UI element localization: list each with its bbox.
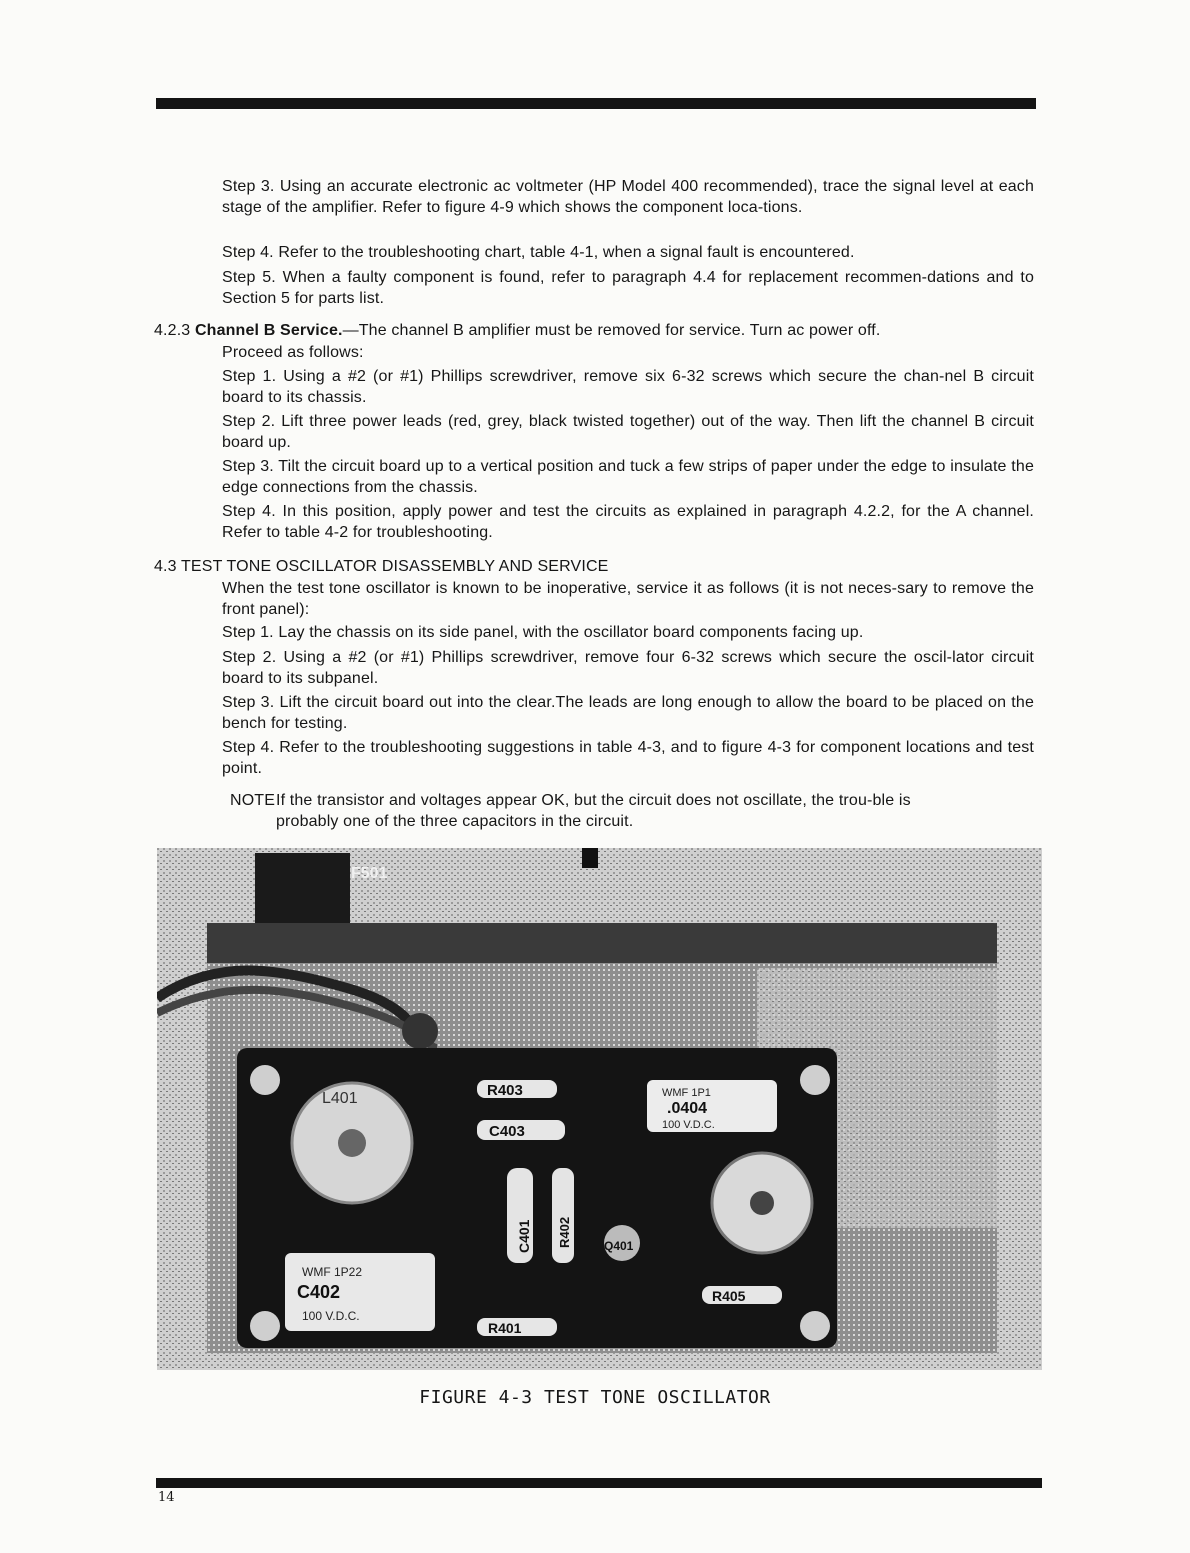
note <box>230 790 1020 832</box>
paragraph-c-step3: Step 3. Lift the circuit board out into the clear.The leads are long enough to allow the board to be placed on the bench for testing. <box>222 694 1034 732</box>
c402-rating: 100 V.D.C. <box>302 1309 360 1323</box>
fuse-label: F501 <box>351 865 388 882</box>
top-rule <box>156 98 1036 109</box>
section-4-2-3-continuation: Proceed as follows: <box>222 344 364 361</box>
c403-label: C403 <box>489 1123 525 1140</box>
section-4-3-heading: 4.3 TEST TONE OSCILLATOR DISASSEMBLY AND SERVICE <box>154 558 609 575</box>
mounting-screw <box>250 1065 280 1095</box>
page-number: 14 <box>158 1490 175 1505</box>
paragraph-c-step1: Step 1. Lay the chassis on its side panel, with the oscillator board components facing up. <box>222 624 864 641</box>
section-title: Channel B Service. <box>194 322 343 339</box>
paragraph-step3: Step 3. Using an accurate electronic ac voltmeter (HP Model 400 recommended), trace the signal level at each stage of the amplifier. Refer to figure 4-9 which shows the component loca-tions. <box>222 178 1034 216</box>
paragraph-b-step3: Step 3. Tilt the circuit board up to a vertical position and tuck a few strips of paper under the edge to insulate the edge connections from the chassis. <box>222 458 1034 496</box>
paragraph-b-step1: Step 1. Using a #2 (or #1) Phillips screwdriver, remove six 6-32 screws which secure the chan-nel B circuit board to its chassis. <box>222 368 1034 406</box>
chassis-edge <box>207 923 997 963</box>
q401-label: Q401 <box>604 1239 634 1253</box>
mounting-screw <box>250 1311 280 1341</box>
section-4-3-intro: When the test tone oscillator is known to be inoperative, service it as follows (it is not neces-sary to remove the front panel): <box>222 580 1034 618</box>
inductor-label: L401 <box>322 1090 358 1107</box>
paragraph-b-step2: Step 2. Lift three power leads (red, grey, black twisted together) out of the way. Then lift the channel B circuit board up. <box>222 413 1034 451</box>
mounting-screw <box>800 1065 830 1095</box>
r401-label: R401 <box>488 1320 522 1336</box>
r402-label: R402 <box>557 1216 572 1248</box>
oscillator-photo <box>157 848 1042 1370</box>
section-number: 4.2.3 <box>154 322 191 339</box>
c404-rating: 100 V.D.C. <box>662 1119 715 1131</box>
c401-label: C401 <box>516 1219 532 1253</box>
mounting-screw <box>800 1311 830 1341</box>
section-4-2-3-heading <box>154 320 1034 341</box>
paragraph-step4: Step 4. Refer to the troubleshooting chart, table 4-1, when a signal fault is encountered. <box>222 244 855 261</box>
paragraph-c-step2: Step 2. Using a #2 (or #1) Phillips screwdriver, remove four 6-32 screws which secure the oscil-lator circuit board to its subpanel. <box>222 649 1034 687</box>
fuse-holder <box>255 853 350 923</box>
paragraph-b-step4: Step 4. In this position, apply power and test the circuits as explained in paragraph 4.2.2, for the A channel. Refer to table 4-2 for troubleshooting. <box>222 503 1034 541</box>
paragraph-step5: Step 5. When a faulty component is found, refer to paragraph 4.4 for replacement recommen-dations and to Section 5 for parts list. <box>222 269 1034 307</box>
figure-caption: FIGURE 4-3 TEST TONE OSCILLATOR <box>419 1387 771 1408</box>
bottom-rule <box>156 1478 1042 1488</box>
paragraph-c-step4: Step 4. Refer to the troubleshooting suggestions in table 4-3, and to figure 4-3 for component locations and test point. <box>222 739 1034 777</box>
c402-brand: WMF 1P22 <box>302 1265 363 1279</box>
note-label: NOTE <box>230 792 276 809</box>
r403-label: R403 <box>487 1082 523 1099</box>
c404-label: .0404 <box>667 1100 708 1117</box>
section-lead: —The channel B amplifier must be removed for service. Turn ac power off. <box>342 322 881 339</box>
note-text: If the transistor and voltages appear OK, but the circuit does not oscillate, the trou-ble is probably one of the three capacitors in the circuit. <box>276 792 911 830</box>
r405-label: R405 <box>712 1288 746 1304</box>
c402-label: C402 <box>297 1282 341 1302</box>
c404-brand: WMF 1P1 <box>662 1087 711 1099</box>
